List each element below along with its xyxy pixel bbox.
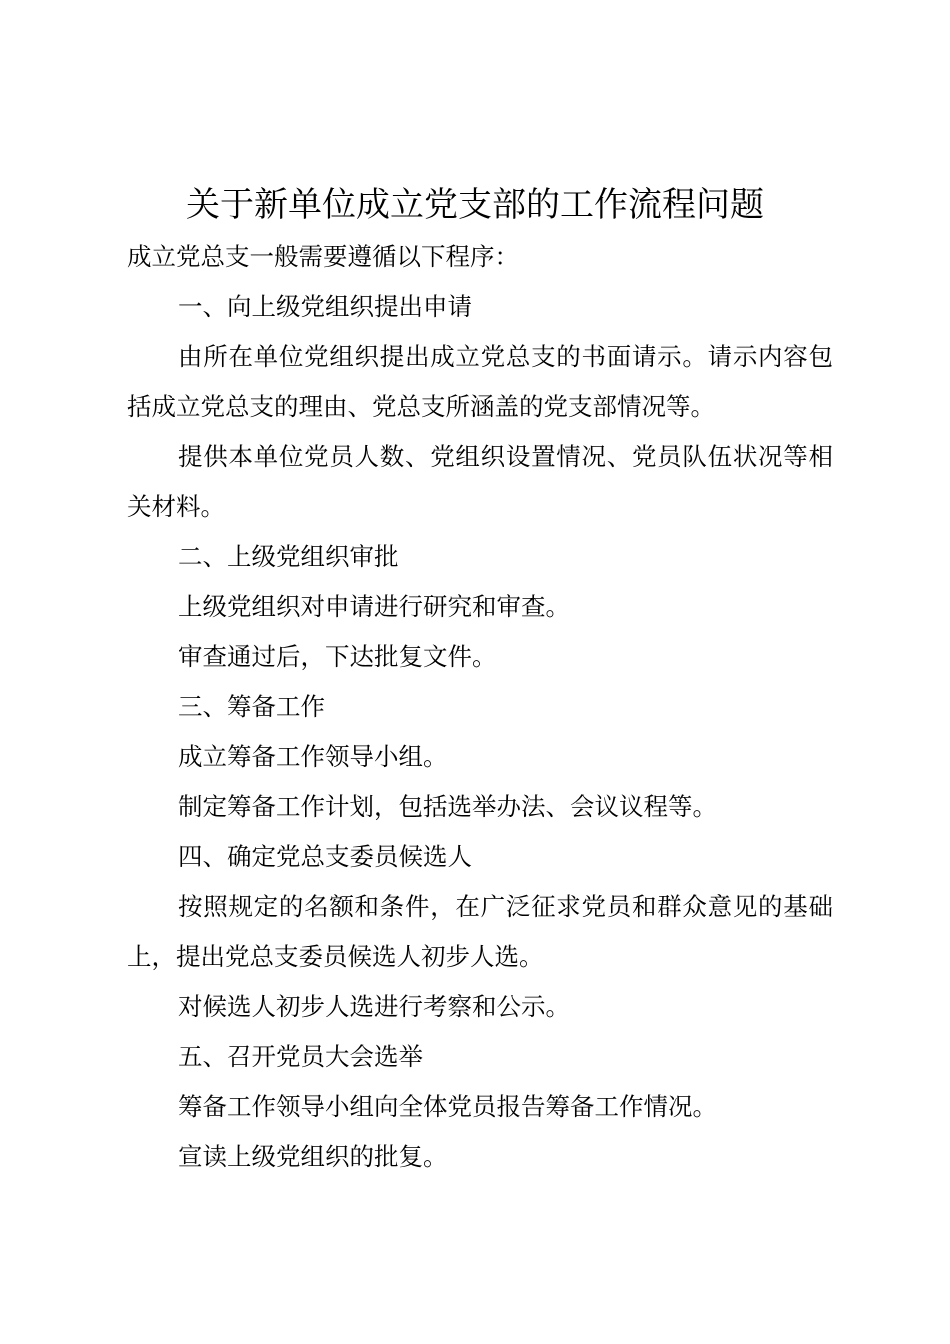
paragraph: 上级党组织对申请进行研究和审查。 <box>178 592 570 621</box>
paragraph: 成立筹备工作领导小组。 <box>178 742 448 771</box>
document-body <box>127 232 833 1182</box>
section-heading-3: 三、筹备工作 <box>178 692 325 721</box>
paragraph: 由所在单位党组织提出成立党总支的书面请示。请示内容包括成立党总支的理由、党总支所涵盖的党支部情况等。 <box>127 342 833 421</box>
section-heading-2: 二、上级党组织审批 <box>178 542 399 571</box>
document-title: 关于新单位成立党支部的工作流程问题 <box>186 185 764 225</box>
section-heading-5: 五、召开党员大会选举 <box>178 1042 423 1071</box>
paragraph: 按照规定的名额和条件，在广泛征求党员和群众意见的基础上，提出党总支委员候选人初步人选。 <box>127 892 833 971</box>
paragraph: 筹备工作领导小组向全体党员报告筹备工作情况。 <box>178 1092 717 1121</box>
intro-paragraph: 成立党总支一般需要遵循以下程序： <box>127 242 519 271</box>
paragraph: 制定筹备工作计划，包括选举办法、会议议程等。 <box>178 792 717 821</box>
paragraph: 宣读上级党组织的批复。 <box>178 1142 448 1171</box>
section-heading-1: 一、向上级党组织提出申请 <box>178 292 472 321</box>
paragraph: 提供本单位党员人数、党组织设置情况、党员队伍状况等相关材料。 <box>127 442 833 521</box>
paragraph: 对候选人初步人选进行考察和公示。 <box>178 992 570 1021</box>
section-heading-4: 四、确定党总支委员候选人 <box>178 842 472 871</box>
paragraph: 审查通过后，下达批复文件。 <box>178 642 497 671</box>
